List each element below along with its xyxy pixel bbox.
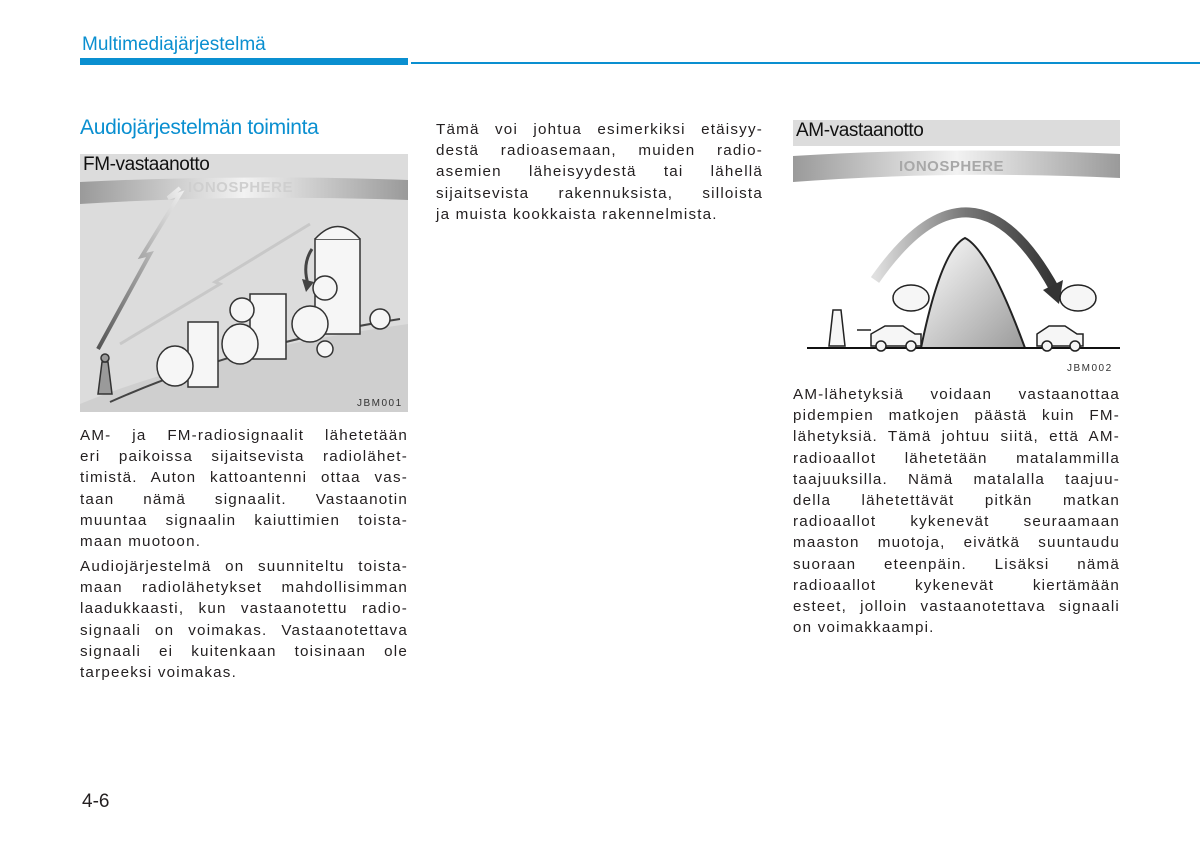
text-line: sijaitsevista rakennuksista, silloista xyxy=(436,184,763,202)
am-figure-code: JBM002 xyxy=(1067,363,1113,374)
text-line: laadukkaasti, kun vastaanotettu radio- xyxy=(80,600,408,618)
text-line: muuntaa signaalin kaiuttimien toista- xyxy=(80,511,408,529)
section-heading: Audiojärjestelmän toiminta xyxy=(80,116,319,139)
running-header: Multimediajärjestelmä xyxy=(82,34,266,55)
header-rule-thick xyxy=(80,58,408,65)
text-line: Tämä voi johtua esimerkiksi etäisyy- xyxy=(436,121,763,138)
text-line: radioaallot kykenevät kiertämään xyxy=(793,576,1120,594)
text-line: esteet, jolloin vastaanotettava signaali xyxy=(793,598,1120,616)
text-line: maan radiolähetykset mahdollisimman xyxy=(80,579,408,597)
am-reception-figure xyxy=(793,120,1120,378)
text-line: tarpeeksi voimakas. xyxy=(80,664,238,682)
paragraph-fm-intro xyxy=(80,425,408,552)
header-rule-thin xyxy=(411,62,1200,64)
am-ionosphere-label: IONOSPHERE xyxy=(899,158,1005,175)
text-line: ja muista kookkaista rakennelmista. xyxy=(436,205,718,223)
text-line: Audiojärjestelmä on suunniteltu toista- xyxy=(80,558,408,575)
text-line: della lähetettävät pitkän matkan xyxy=(793,492,1120,510)
text-line: asemien läheisyydestä tai lähellä xyxy=(436,163,763,181)
text-line: on voimakkaampi. xyxy=(793,619,935,637)
fm-figure-code: JBM001 xyxy=(357,398,403,409)
text-line: destä radioasemaan, muiden radio- xyxy=(436,142,763,160)
fm-ionosphere-label: IONOSPHERE xyxy=(188,179,294,196)
page-number: 4-6 xyxy=(82,791,110,812)
paragraph-am-reception xyxy=(793,384,1120,638)
fm-figure-title: FM-vastaanotto xyxy=(83,154,210,175)
paragraph-audio-design xyxy=(80,556,408,683)
signal-bolt xyxy=(98,188,180,349)
am-figure-title: AM-vastaanotto xyxy=(796,120,924,141)
text-line: timistä. Auton kattoantenni ottaa vas- xyxy=(80,469,408,487)
text-line: maaston muotoja, eivätkä suuntaudu xyxy=(793,534,1120,552)
text-line: maan muotoon. xyxy=(80,533,202,551)
text-line: AM- ja FM-radiosignaalit lähetetään xyxy=(80,427,408,444)
text-line: taan nämä signaalit. Vastaanotin xyxy=(80,490,408,508)
text-line: suoraan eteenpäin. Lisäksi nämä xyxy=(793,555,1120,573)
text-line: taajuuksilla. Nämä matalalla taajuu- xyxy=(793,470,1120,488)
text-line: signaali ei kuitenkaan toisinaan ole xyxy=(80,642,408,660)
fm-reception-figure xyxy=(80,154,408,412)
text-line: pidempien matkojen päästä kuin FM- xyxy=(793,407,1120,425)
text-line: AM-lähetyksiä voidaan vastaanottaa xyxy=(793,386,1120,403)
text-line: eri paikoissa sijaitsevista radiolähet- xyxy=(80,448,408,466)
text-line: radioaallot lähetetään matalammilla xyxy=(793,449,1120,467)
paragraph-interference xyxy=(436,119,763,225)
text-line: signaali on voimakas. Vastaanotettava xyxy=(80,621,408,639)
text-line: radioaallot kykenevät seuraamaan xyxy=(793,513,1120,531)
text-line: lähetyksiä. Tämä johtuu siitä, että AM- xyxy=(793,428,1120,446)
